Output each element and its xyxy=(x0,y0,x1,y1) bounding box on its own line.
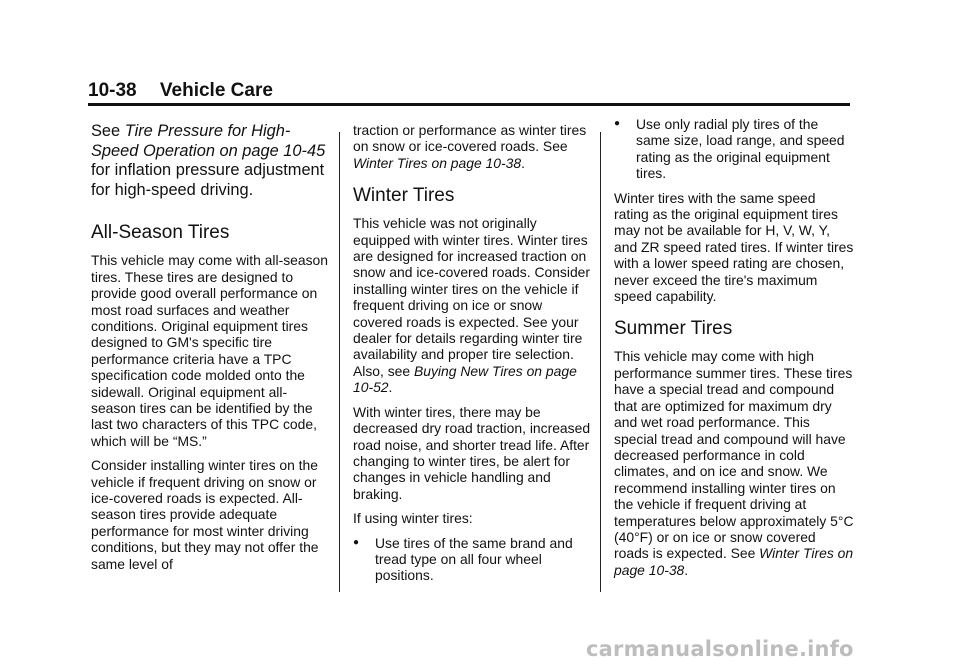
header-rule xyxy=(88,103,850,106)
column-left xyxy=(91,122,331,580)
bullet-item xyxy=(614,116,854,182)
cross-reference-link[interactable]: Winter Tires on page 10-38 xyxy=(353,154,522,171)
paragraph: This vehicle was not originally equipped with winter tires. Winter tires are designed for increased traction on snow and ice-covered roads. Consider installing winter tires on the vehicle if frequent driving on ice or snow covered roads is expected. See your dealer for details regarding winter tire availability and proper tire selection. Also, see Buying New Tires on page 10-52. xyxy=(353,215,591,396)
column-middle xyxy=(353,122,591,592)
paragraph: This vehicle may come with high performance summer tires. These tires have a special tread and compound that are optimized for maximum dry and wet road performance. This special tread and compound will have decreased performance in cold climates, and on ice and snow. We recommend installing winter tires on the vehicle if frequent driving at temperatures below approximately 5°C (40°F) or on ice or snow covered roads is expected. See Winter Tires on page 10-38. xyxy=(614,348,854,578)
bullet-icon: ● xyxy=(614,118,621,129)
cross-reference-link[interactable]: Tire Pressure for High-Speed Operation on page 10-45 xyxy=(91,122,326,160)
column-right xyxy=(614,116,854,586)
bullet-text: Use only radial ply tires of the same size, load range, and speed rating as the original equipment tires. xyxy=(636,116,845,182)
bullet-item xyxy=(353,535,591,584)
paragraph: This vehicle may come with all-season tires. These tires are designed to provide good overall performance on most road surfaces and weather conditions. Original equipment tires designed to GM's specific tire performance criteria have a TPC specification code molded onto the sidewall. Original equipment all-season tires can be identified by the last two characters of this TPC code, which will be “MS.” xyxy=(91,252,329,449)
page-header xyxy=(88,80,273,102)
page-number: 10-38 xyxy=(88,80,137,101)
column-divider xyxy=(600,132,601,592)
heading-summer-tires: Summer Tires xyxy=(614,318,733,340)
paragraph: Winter tires with the same speed rating as the original equipment tires may not be available for H, V, W, Y, and ZR speed rated tires. If winter tires with a lower speed rating are chosen, never exceed the tire's maximum speed capability. xyxy=(614,189,854,305)
paragraph: With winter tires, there may be decreased dry road traction, increased road noise, and shorter tread life. After changing to winter tires, be alert for changes in vehicle handling and braking. xyxy=(353,403,591,502)
cross-reference-link[interactable]: Winter Tires on page 10-38 xyxy=(614,545,854,578)
column-divider xyxy=(339,132,340,592)
paragraph: If using winter tires: xyxy=(353,510,473,527)
paragraph: Consider installing winter tires on the vehicle if frequent driving on snow or ice-covered roads is expected. All-season tires provide adequate performance for most winter driving conditions, but they may not offer the same level of xyxy=(91,457,319,572)
cross-reference-link[interactable]: Buying New Tires on page 10-52 xyxy=(353,362,577,396)
watermark: carmanualsonline.info xyxy=(586,637,854,661)
section-title: Vehicle Care xyxy=(159,80,273,101)
heading-winter-tires: Winter Tires xyxy=(353,185,455,207)
bullet-icon: ● xyxy=(353,536,360,548)
heading-all-season-tires: All-Season Tires xyxy=(91,222,230,244)
paragraph: traction or performance as winter tires on snow or ice-covered roads. See Winter Tires on page 10-38. xyxy=(353,122,587,171)
intro-paragraph: See Tire Pressure for High-Speed Operation on page 10-45 for inflation pressure adjustment for high-speed driving. xyxy=(91,122,326,199)
bullet-text: Use tires of the same brand and tread type on all four wheel positions. xyxy=(375,534,573,584)
